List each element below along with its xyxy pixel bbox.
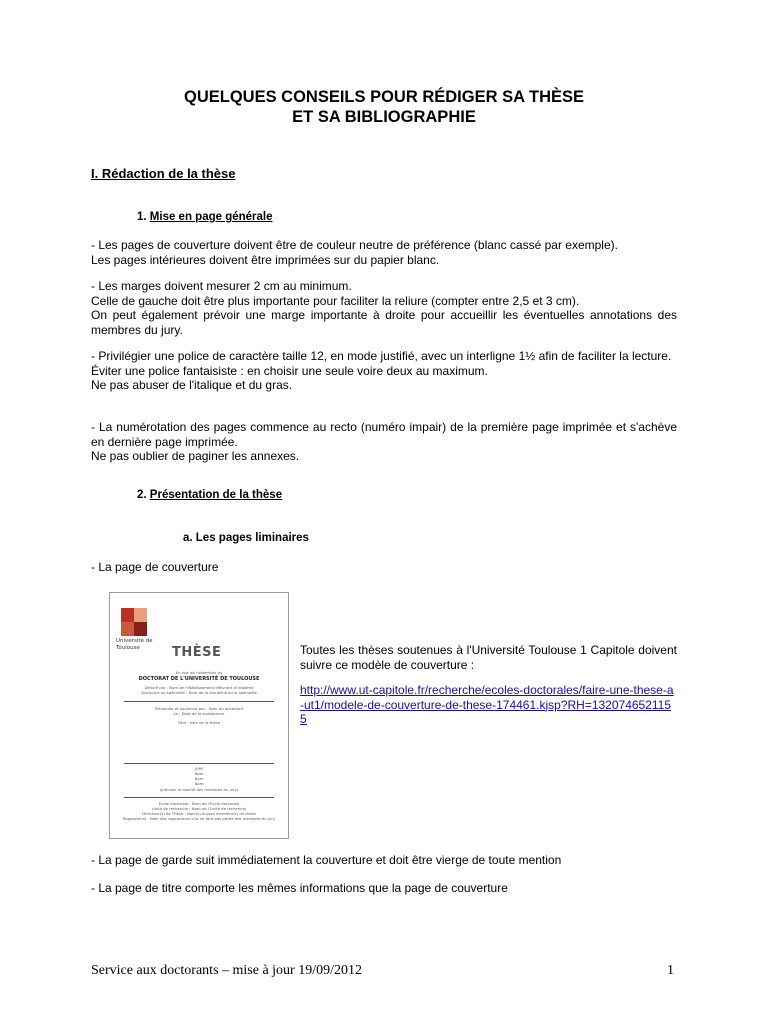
thumbnail-line: En vue de l'obtention du bbox=[175, 670, 223, 675]
thumbnail-heading: THÈSE bbox=[172, 645, 222, 660]
page-number: 1 bbox=[667, 963, 674, 978]
thumbnail-line: Directeur(s) de Thèse : Nom(s) du/des directeur(s) de thèse bbox=[142, 811, 256, 816]
thumbnail-line: Rapporteurs : Nom des rapporteurs s'ils ne font pas partie des membres du jury bbox=[122, 816, 276, 821]
thumbnail-rule bbox=[124, 763, 274, 764]
item-page-garde: - La page de garde suit immédiatement la couverture et doit être vierge de toute mention bbox=[91, 853, 562, 867]
paragraph-line: Les pages intérieures doivent être imprimées sur du papier blanc. bbox=[91, 252, 440, 267]
paragraph-line: - Privilégier une police de caractère taille 12, en mode justifié, avec un interligne 1½ afin de faciliter la lecture. bbox=[91, 349, 672, 363]
section-1-heading: I. Rédaction de la thèse bbox=[91, 166, 236, 181]
paragraph-line: - Les marges doivent mesurer 2 cm au minimum. bbox=[91, 279, 352, 293]
subsection-1-heading bbox=[137, 211, 273, 223]
thumbnail-line: Unité de recherche : Nom de l'Unité de recherche bbox=[151, 806, 247, 811]
paragraph-couverture bbox=[91, 238, 677, 267]
cover-model-description: Toutes les thèses soutenues à l'Université Toulouse 1 Capitole doivent suivre ce modèle de couverture : bbox=[300, 643, 677, 672]
thumbnail-line: Nom bbox=[194, 771, 204, 776]
thumbnail-line: Discipline ou spécialité : Nom de la discipline ou la spécialité bbox=[141, 690, 257, 695]
document-title bbox=[0, 87, 768, 127]
footer-text: Service aux doctorants – mise à jour 19/09/2012 bbox=[91, 963, 362, 978]
subsection-1-number: 1. bbox=[137, 211, 147, 223]
paragraph-numerotation bbox=[91, 420, 677, 464]
cover-model-text bbox=[300, 643, 677, 727]
paragraph-marges bbox=[91, 279, 677, 337]
cover-model-image bbox=[109, 592, 289, 839]
university-logo-icon bbox=[121, 608, 147, 636]
subsection-2-number: 2. bbox=[137, 489, 147, 501]
thumbnail-rule bbox=[124, 701, 274, 702]
paragraph-line: On peut également prévoir une marge importante à droite pour accueillir les éventuelles annotations des membres du jury. bbox=[91, 308, 677, 337]
thumbnail-line: Titre : titre de la thèse bbox=[177, 720, 221, 725]
paragraph-line: Ne pas abuser de l'italique et du gras. bbox=[91, 378, 293, 392]
paragraph-line: Ne pas oublier de paginer les annexes. bbox=[91, 449, 300, 463]
thumbnail-line: École doctorale : Nom de l'École doctorale bbox=[158, 801, 240, 806]
cover-model-link[interactable]: http://www.ut-capitole.fr/recherche/ecoles-doctorales/faire-une-these-a-ut1/modele-de-couverture-de-these-174461.kjsp?RH=1320746521155 bbox=[300, 683, 674, 726]
thumbnail-line: Délivré par : Nom de l'établissement délivrant le diplôme bbox=[144, 685, 254, 690]
thumbnail-line: Nom bbox=[194, 781, 204, 786]
subsection-2-heading bbox=[137, 489, 282, 501]
item-page-couverture: - La page de couverture bbox=[91, 560, 219, 574]
title-line-2: ET SA BIBLIOGRAPHIE bbox=[292, 108, 476, 126]
paragraph-line: - Les pages de couverture doivent être de couleur neutre de préférence (blanc cassé par exemple). bbox=[91, 238, 618, 252]
subsection-2-label: Présentation de la thèse bbox=[149, 489, 283, 501]
thumbnail-line: (préciser la qualité des membres du jury) bbox=[159, 787, 239, 792]
paragraph-line: Éviter une police fantaisiste : en choisir une seule voire deux au maximum. bbox=[91, 363, 488, 378]
title-line-1: QUELQUES CONSEILS POUR RÉDIGER SA THÈSE bbox=[183, 88, 585, 106]
thumbnail-line: DOCTORAT DE L'UNIVERSITÉ DE TOULOUSE bbox=[138, 676, 260, 682]
subsection-1-label: Mise en page générale bbox=[149, 211, 273, 223]
paragraph-line: Celle de gauche doit être plus importante pour faciliter la reliure (compter entre 2,5 et 3 cm). bbox=[91, 293, 580, 308]
paragraph-police bbox=[91, 349, 677, 393]
paragraph-line: - La numérotation des pages commence au recto (numéro impair) de la première page imprimée et s'achève en dernière page imprimée. bbox=[91, 420, 677, 449]
subsubsection-a-heading: a. Les pages liminaires bbox=[183, 532, 309, 544]
thumbnail-line: Le : Date de la soutenance bbox=[173, 711, 225, 716]
thumbnail-line: Nom bbox=[194, 776, 204, 781]
thumbnail-rule bbox=[124, 797, 274, 798]
item-page-titre: - La page de titre comporte les mêmes informations que la page de couverture bbox=[91, 881, 508, 895]
thumbnail-university: Université de Toulouse bbox=[116, 638, 153, 651]
thumbnail-line: JURY bbox=[194, 766, 204, 771]
thumbnail-line: Présentée et soutenue par : Nom du doctorant bbox=[154, 706, 244, 711]
